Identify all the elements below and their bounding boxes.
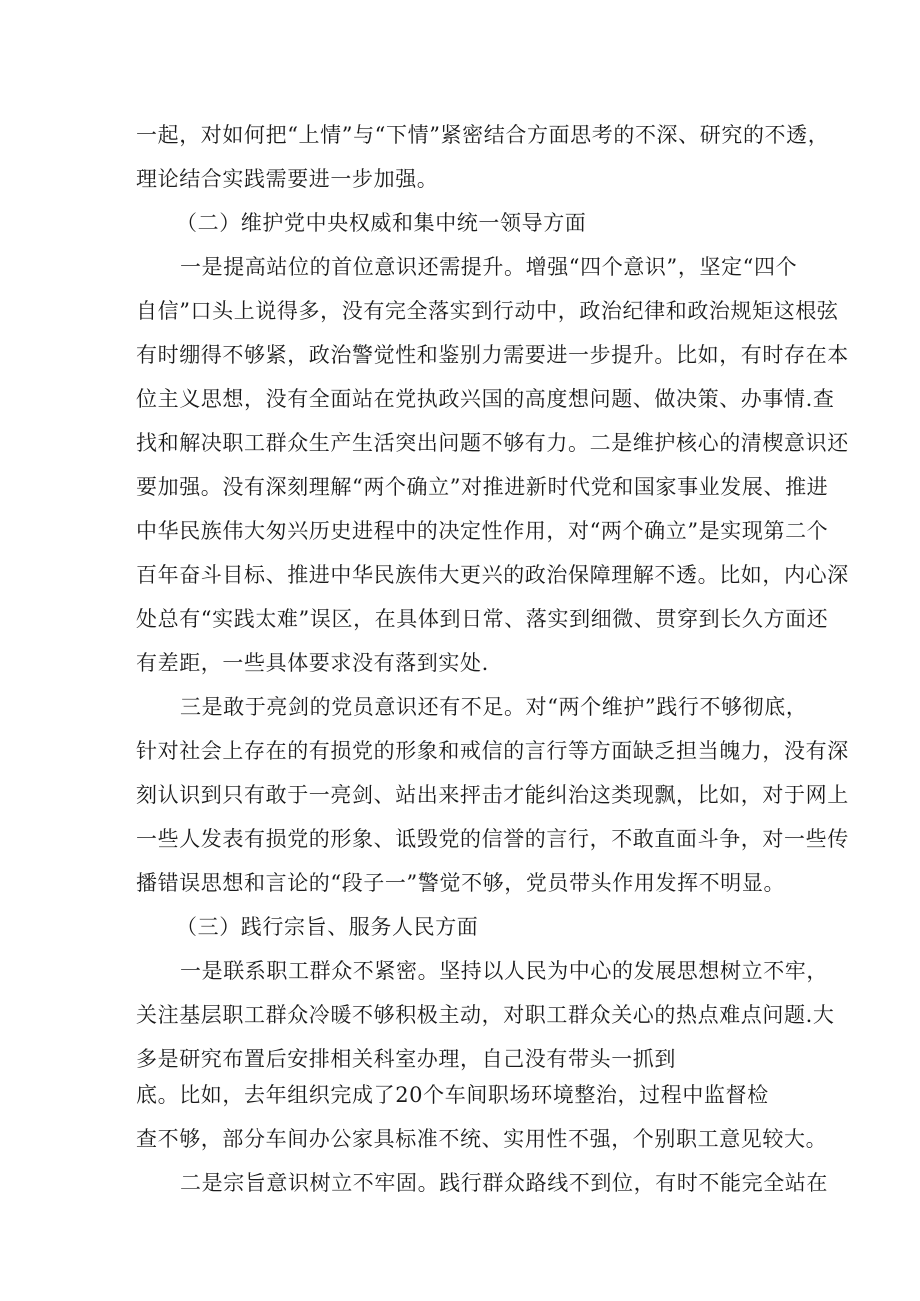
- text-line: 二是宗旨意识树立不牢固。践行群众路线不到位，有时不能完全站在: [180, 1171, 828, 1195]
- text-line: 关注基层职工群众冷暖不够积极主动，对职工群众关心的热点难点问题.大: [136, 1003, 835, 1027]
- text-line: 有时绷得不够紧，政治警觉性和鉴别力需要进一步提升。比如，有时存在本: [136, 343, 849, 367]
- text-line: 自信”口头上说得多，没有完全落实到行动中，政治纪律和政治规矩这根弦: [136, 299, 839, 323]
- text-line: 理论结合实践需要进一步加强。: [136, 167, 439, 191]
- text-line: 针对社会上存在的有损党的形象和戒信的言行等方面缺乏担当魄力，没有深: [136, 739, 849, 763]
- text-line: 位主义思想，没有全面站在党执政兴国的高度想问题、做决策、办事情.查: [136, 387, 835, 411]
- text-line: 三是敢于亮剑的党员意识还有不足。对“两个维护”践行不够彻底，: [180, 695, 808, 719]
- text-line: 播错误思想和言论的“段子一”警觉不够，党员带头作用发挥不明显。: [136, 871, 786, 895]
- text-line: 百年奋斗目标、推进中华民族伟大更兴的政治保障理解不透。比如，内心深: [136, 563, 849, 587]
- section-heading: （二）维护党中央权威和集中统一领导方面: [176, 211, 587, 235]
- text-line: 多是研究布置后安排相关科室办理，自己没有带头一抓到: [136, 1047, 676, 1071]
- text-line: 处总有“实践太难”误区，在具体到日常、落实到细微、贯穿到长久方面还: [136, 607, 829, 631]
- text-line: 一是提高站位的首位意识还需提升。增强“四个意识”，坚定“四个: [180, 255, 798, 279]
- text-line: 查不够，部分车间办公家具标准不统、实用性不强，个别职工意见较大。: [136, 1127, 828, 1151]
- text-line: 要加强。没有深刻理解“两个确立”对推进新时代党和国家事业发展、推进: [136, 475, 829, 499]
- text-line: 中华民族伟大匆兴历史进程中的决定性作用，对“两个确立”是实现第二个: [136, 519, 829, 543]
- text-line: 一起，对如何把“上情”与“下情”紧密结合方面思考的不深、研究的不透，: [136, 123, 830, 147]
- text-line: 一些人发表有损党的形象、诋毁党的信誉的言行，不敢直面斗争，对一些传: [136, 827, 849, 851]
- text-line: 刻认识到只有敢于一亮剑、站出来抨击才能纠治这类现飘，比如，对于网上: [136, 783, 849, 807]
- text-line: 有差距，一些具体要求没有落到实处.: [136, 651, 489, 675]
- text-line: 找和解决职工群众生产生活突出问题不够有力。二是维护核心的清楔意识还: [136, 431, 849, 455]
- section-heading: （三）践行宗旨、服务人民方面: [176, 915, 479, 939]
- text-line: 底。比如，去年组织完成了20个车间职场环境整治，过程中监督检: [136, 1083, 769, 1107]
- text-line: 一是联系职工群众不紧密。坚持以人民为中心的发展思想树立不牢，: [180, 959, 828, 983]
